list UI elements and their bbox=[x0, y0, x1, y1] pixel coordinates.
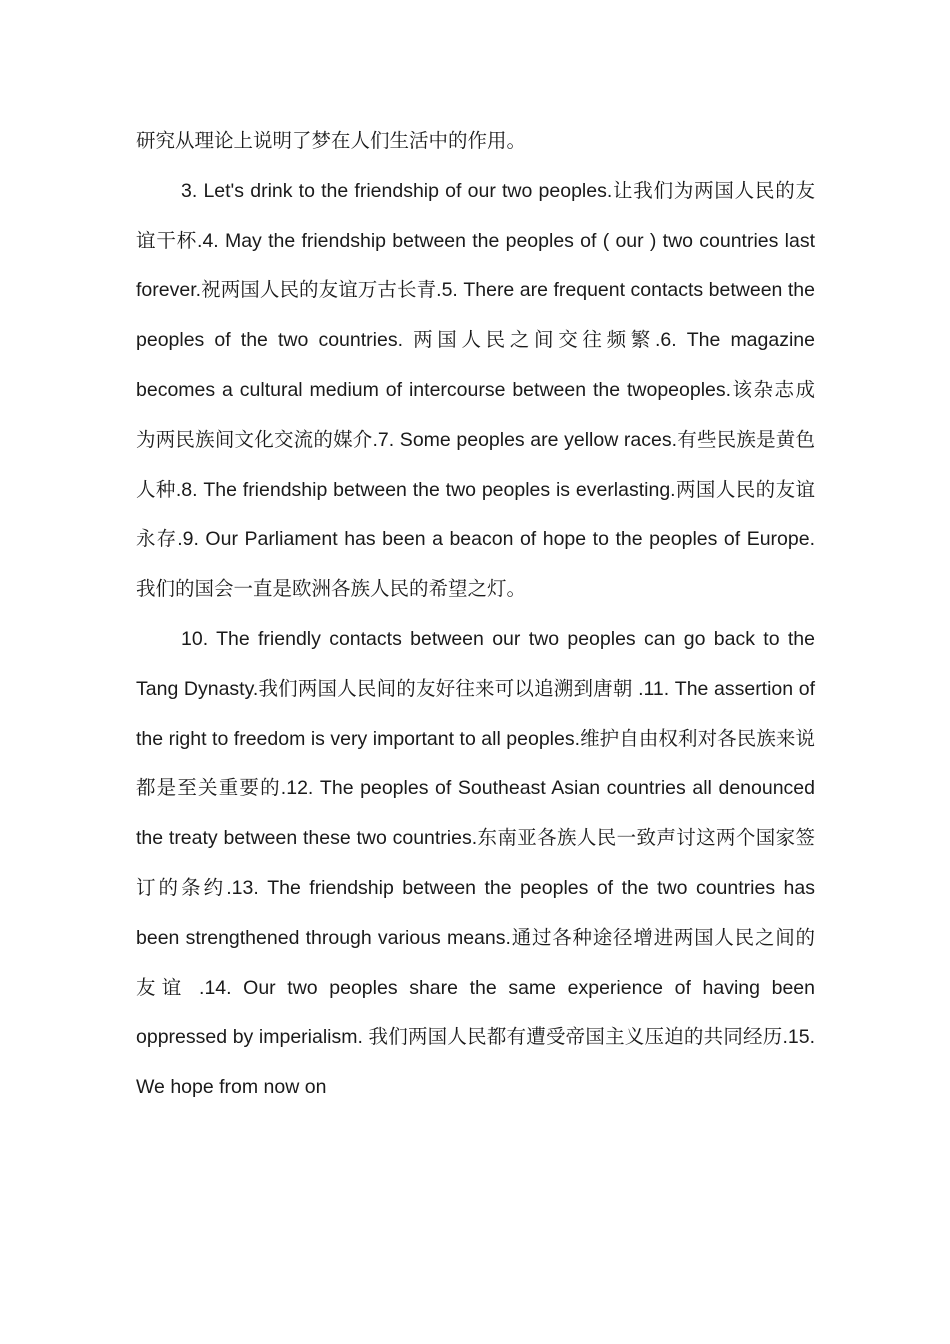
document-body bbox=[136, 117, 815, 1113]
paragraph-2: 3. Let's drink to the friendship of our two peoples.让我们为两国人民的友谊干杯.4. May the friendship between the peoples of ( our ) two countries last forever.祝两国人民的友谊万古长青.5. There are frequent contacts between the peoples of the two countries. 两国人民之间交往频繁.6. The magazine becomes a cultural medium of intercourse between the twopeoples.该杂志成为两民族间文化交流的媒介.7. Some peoples are yellow races.有些民族是黄色人种.8. The friendship between the two peoples is everlasting.两国人民的友谊永存.9. Our Parliament has been a beacon of hope to the peoples of Europe. 我们的国会一直是欧洲各族人民的希望之灯。 bbox=[136, 179, 815, 601]
paragraph-1: 研究从理论上说明了梦在人们生活中的作用。 bbox=[136, 130, 527, 152]
paragraph-3: 10. The friendly contacts between our two peoples can go back to the Tang Dynasty.我们两国人民间的友好往来可以追溯到唐朝 .11. The assertion of the right to freedom is very important to all peoples.维护自由权利对各民族来说都是至关重要的.12. The peoples of Southeast Asian countries all denounced the treaty between these two countries.东南亚各族人民一致声讨这两个国家签订的条约.13. The friendship between the peoples of the two countries has been strengthened through various means.通过各种途径增进两国人民之间的友谊 .14. Our two peoples share the same experience of having been oppressed by imperialism. 我们两国人民都有遭受帝国主义压迫的共同经历.15. We hope from now on bbox=[136, 627, 815, 1099]
